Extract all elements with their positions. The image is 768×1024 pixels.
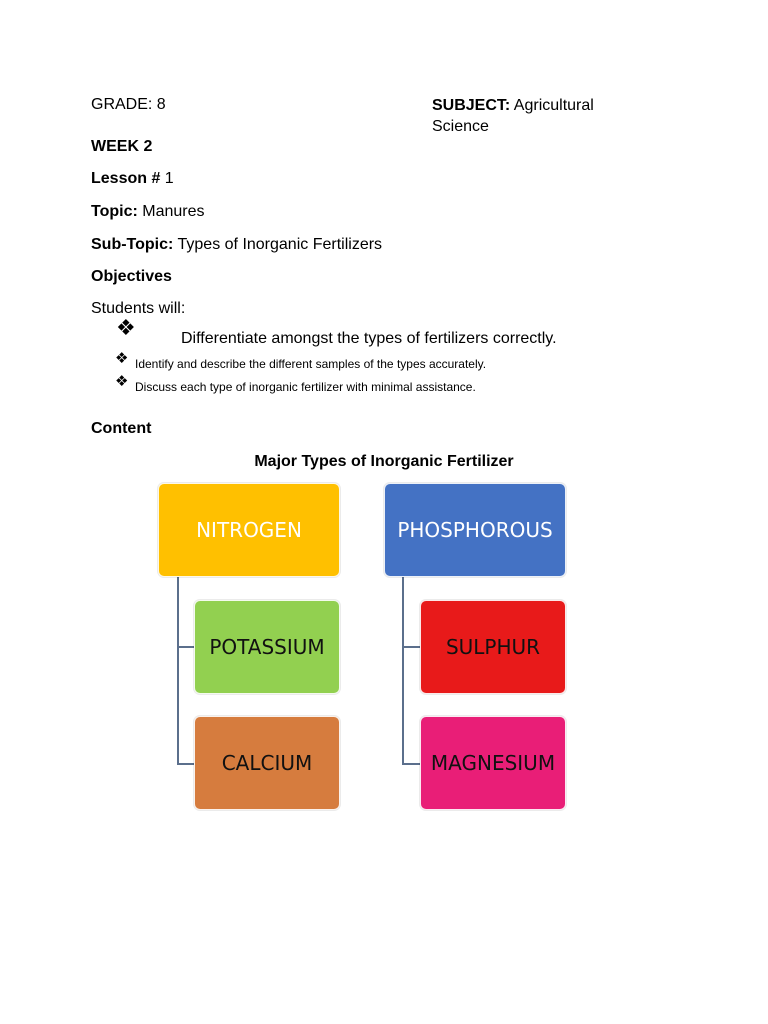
topic-value: Manures — [137, 203, 205, 220]
diagram-title — [0, 452, 768, 472]
week-line — [91, 137, 152, 157]
content-heading — [91, 419, 151, 439]
subject-value: Agricultural — [510, 97, 594, 114]
subtopic-value: Types of Inorganic Fertilizers — [173, 236, 383, 253]
diamond-bullet-icon: ❖ — [115, 372, 129, 390]
sulphur-node: SULPHUR — [420, 600, 566, 694]
lesson-line — [91, 169, 174, 189]
objective-item-3: Discuss each type of inorganic fertilizer with minimal assistance. — [135, 380, 476, 394]
right-connector-vertical — [402, 577, 404, 764]
subject-line-2 — [432, 117, 489, 137]
left-connector-vertical — [177, 577, 179, 764]
left-connector-potassium — [177, 646, 195, 648]
diamond-bullet-icon: ❖ — [115, 349, 129, 367]
right-connector-sulphur — [402, 646, 421, 648]
topic-label: Topic: — [91, 203, 138, 220]
potassium-node: POTASSIUM — [194, 600, 340, 694]
left-connector-calcium — [177, 763, 195, 765]
week-label: WEEK 2 — [91, 138, 153, 155]
objectives-heading — [91, 267, 172, 287]
calcium-node: CALCIUM — [194, 716, 340, 810]
grade-label: GRADE — [91, 96, 148, 113]
grade-line — [91, 95, 166, 115]
objectives-heading-text: Objectives — [91, 268, 172, 285]
subject-value-cont: Science — [432, 118, 489, 135]
subject-label: SUBJECT: — [432, 97, 511, 114]
lesson-label: Lesson # — [91, 170, 161, 187]
students-will-text: Students will: — [91, 300, 186, 317]
students-will — [91, 299, 185, 319]
grade-value: : 8 — [147, 96, 166, 113]
objective-item-2: Identify and describe the different samples of the types accurately. — [135, 357, 487, 371]
objective-item-1: Differentiate amongst the types of fertilizers correctly. — [181, 330, 557, 347]
topic-line — [91, 202, 205, 222]
subject-line — [432, 96, 594, 116]
phosphorous-node: PHOSPHOROUS — [384, 483, 566, 577]
subtopic-line — [91, 235, 382, 255]
subtopic-label: Sub-Topic: — [91, 236, 174, 253]
nitrogen-node: NITROGEN — [158, 483, 340, 577]
content-heading-text: Content — [91, 420, 152, 437]
diagram-title-text: Major Types of Inorganic Fertilizer — [254, 453, 514, 470]
lesson-value: 1 — [160, 170, 174, 187]
magnesium-node: MAGNESIUM — [420, 716, 566, 810]
diamond-bullet-icon: ❖ — [116, 316, 136, 341]
right-connector-magnesium — [402, 763, 421, 765]
